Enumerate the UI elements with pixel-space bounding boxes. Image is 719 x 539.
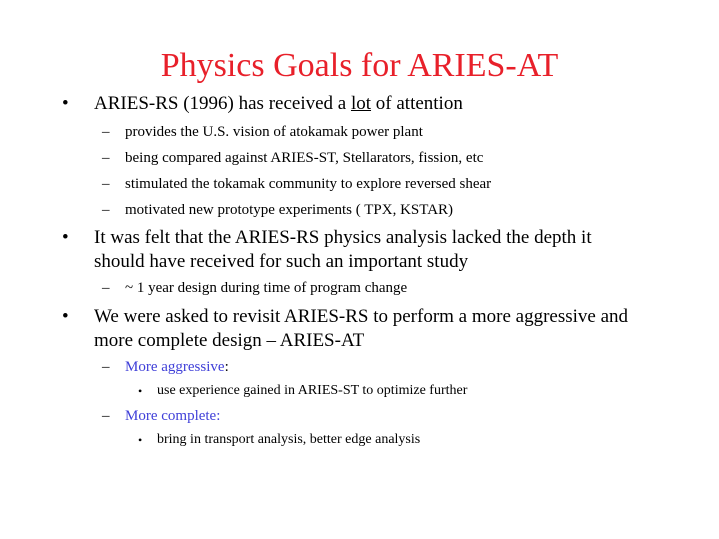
bullet-1-underlined-word: lot: [350, 93, 372, 114]
sub-heading-more-complete: More complete:: [125, 408, 221, 424]
bullet-3-line-1: We were asked to revisit ARIES-RS to perform a more aggressive and: [94, 306, 629, 327]
sub-heading-more-aggressive: [125, 357, 685, 377]
bullet-marker: •: [62, 227, 69, 248]
sub-sub-item: use experience gained in ARIES-ST to optimize further: [157, 383, 468, 398]
dash-marker: –: [102, 150, 110, 166]
sub-item: motivated new prototype experiments ( TPX, KSTAR): [125, 202, 454, 218]
dash-marker: –: [102, 176, 110, 192]
dot-marker: •: [138, 384, 143, 398]
bullet-1-text-before: ARIES-RS (1996) has received a: [94, 93, 351, 114]
sub-item: stimulated the tokamak community to explore reversed shear: [125, 176, 492, 192]
sub-sub-item: bring in transport analysis, better edge analysis: [157, 432, 421, 447]
dash-marker: –: [102, 202, 110, 218]
dash-marker: –: [102, 124, 110, 140]
dot-marker: •: [138, 433, 143, 447]
sub-item: provides the U.S. vision of atokamak power plant: [125, 124, 423, 140]
sub-item: ~ 1 year design during time of program change: [125, 280, 408, 296]
dash-marker: –: [102, 280, 110, 296]
bullet-marker: •: [62, 93, 69, 114]
sub-item: being compared against ARIES-ST, Stellarators, fission, etc: [125, 150, 484, 166]
bullet-1-text: [94, 92, 694, 116]
bullet-2-line-1: It was felt that the ARIES-RS physics analysis lacked the depth it: [94, 227, 592, 248]
bullet-3-line-2: more complete design – ARIES-AT: [94, 330, 365, 351]
sub-heading-label: More aggressive: [125, 359, 225, 375]
sub-heading-suffix: :: [224, 359, 229, 375]
bullet-1-text-after: of attention: [371, 93, 463, 114]
dash-marker: –: [102, 359, 110, 375]
slide-title: Physics Goals for ARIES-AT: [160, 47, 559, 84]
bullet-2-line-2: should have received for such an important study: [94, 251, 469, 272]
bullet-marker: •: [62, 306, 69, 327]
dash-marker: –: [102, 408, 110, 424]
